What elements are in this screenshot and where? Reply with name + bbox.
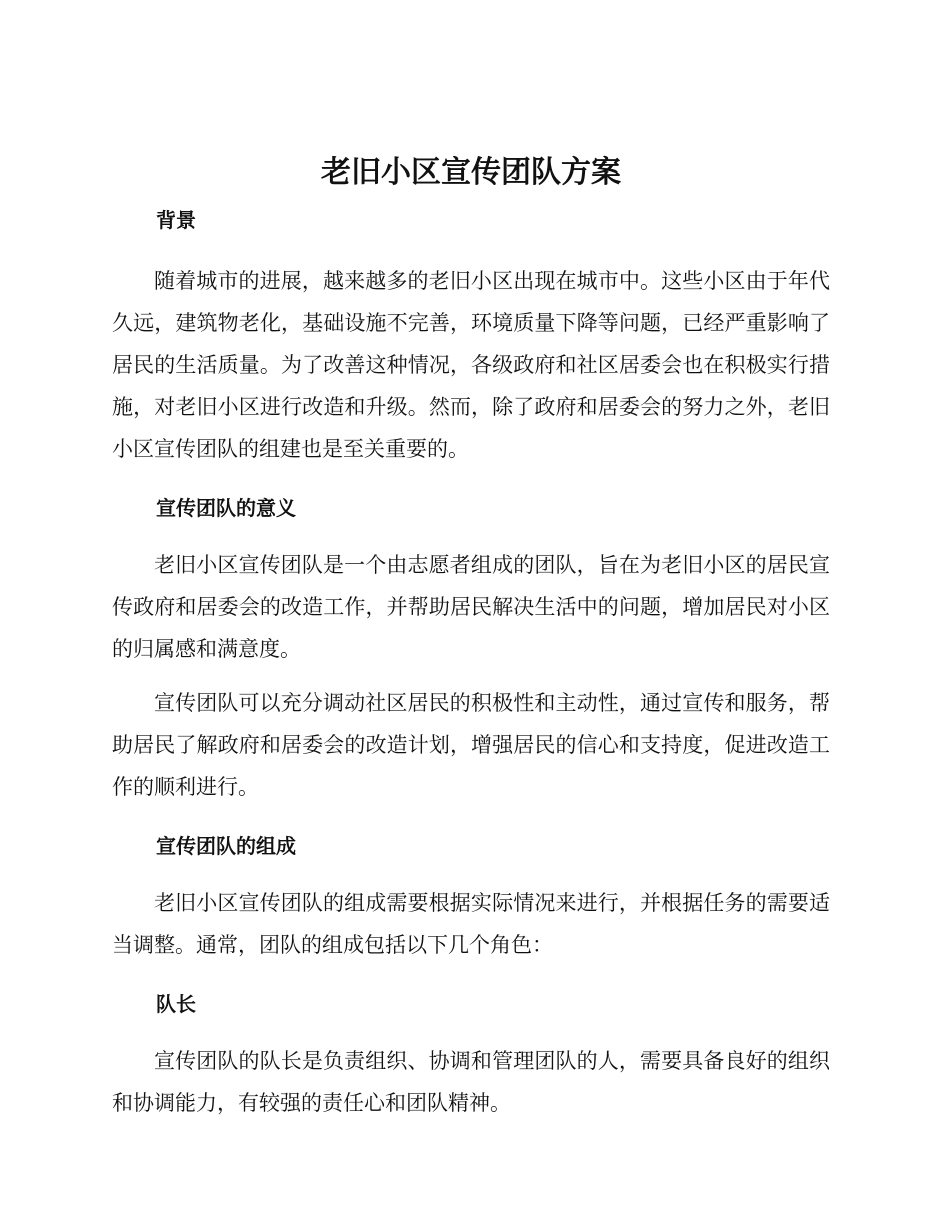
section-heading-background: 背景 bbox=[156, 208, 196, 232]
document-page bbox=[112, 150, 830, 1124]
paragraph-background-1: 随着城市的进展，越来越多的老旧小区出现在城市中。这些小区由于年代久远，建筑物老化，基础设施不完善，环境质量下降等问题，已经严重影响了居民的生活质量。为了改善这种情况，各级政府和社区居委会也在积极实行措施，对老旧小区进行改造和升级。然而，除了政府和居委会的努力之外，老旧小区宣传团队的组建也是至关重要的。 bbox=[112, 269, 830, 461]
paragraph-significance-2: 宣传团队可以充分调动社区居民的积极性和主动性，通过宣传和服务，帮助居民了解政府和居委会的改造计划，增强居民的信心和支持度，促进改造工作的顺利进行。 bbox=[112, 691, 830, 799]
document-title: 老旧小区宣传团队方案 bbox=[321, 155, 621, 190]
section-heading-composition: 宣传团队的组成 bbox=[156, 834, 296, 858]
paragraph-composition-1: 老旧小区宣传团队的组成需要根据实际情况来进行，并根据任务的需要适当调整。通常，团队的组成包括以下几个角色： bbox=[112, 891, 830, 957]
section-background bbox=[112, 206, 830, 470]
section-heading-leader: 队长 bbox=[156, 992, 196, 1016]
section-heading-significance: 宣传团队的意义 bbox=[156, 496, 296, 520]
section-significance bbox=[112, 494, 830, 808]
section-composition bbox=[112, 832, 830, 966]
paragraph-significance-1: 老旧小区宣传团队是一个由志愿者组成的团队，旨在为老旧小区的居民宣传政府和居委会的改造工作，并帮助居民解决生活中的问题，增加居民对小区的归属感和满意度。 bbox=[112, 553, 830, 661]
paragraph-leader-1: 宣传团队的队长是负责组织、协调和管理团队的人，需要具备良好的组织和协调能力，有较强的责任心和团队精神。 bbox=[112, 1049, 830, 1115]
section-leader bbox=[112, 990, 830, 1124]
